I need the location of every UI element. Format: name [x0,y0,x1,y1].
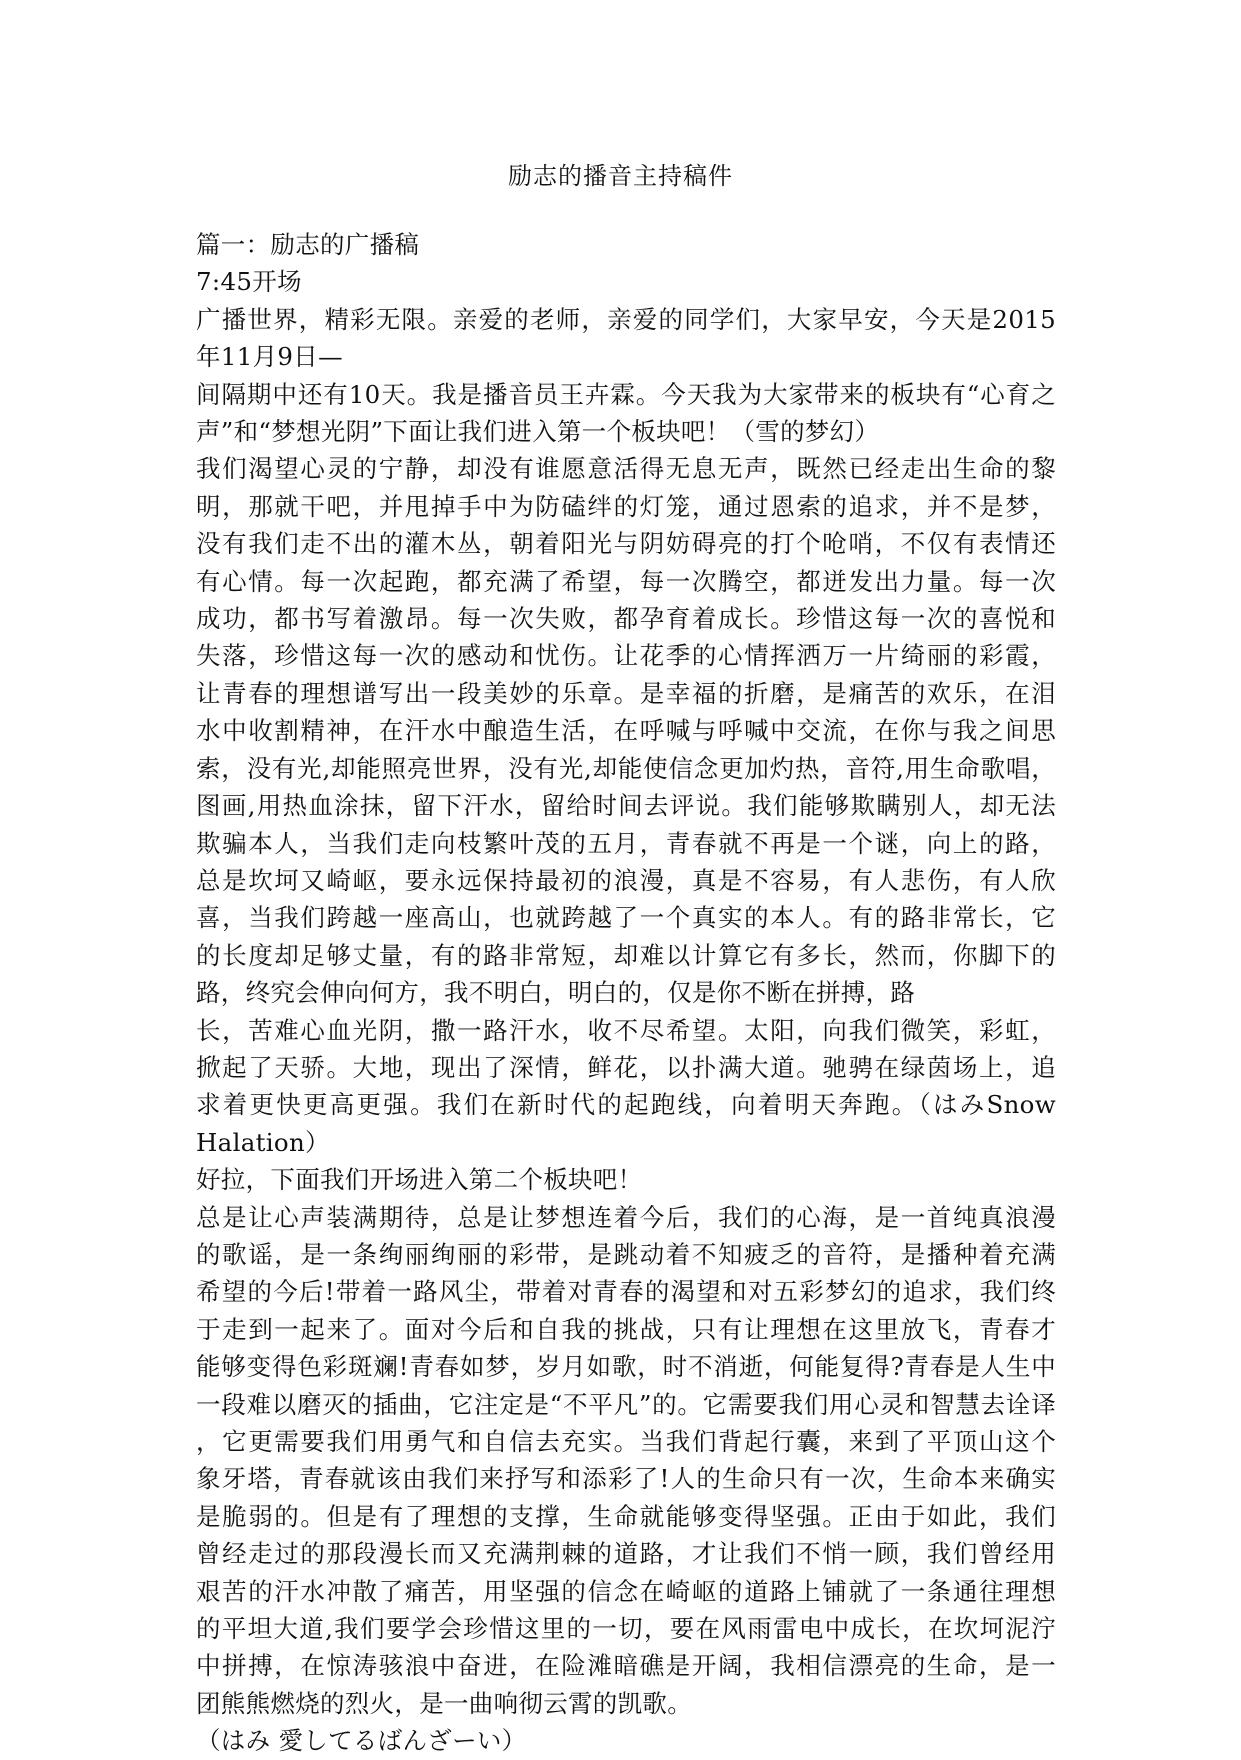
body-line: 图画,用热血涂抹，留下汗水，留给时间去评说。我们能够欺瞒别人，却无法 [196,791,1056,821]
document-body [196,226,1056,1760]
body-line: 一段难以磨灭的插曲，它注定是“不平凡”的。它需要我们用心灵和智慧去诠译 [196,1389,1056,1419]
body-line: 中拼搏，在惊涛骇浪中奋进，在险滩暗礁是开阔，我相信漂亮的生命，是一 [196,1651,1056,1681]
body-line: 总是坎坷又崎岖，要永远保持最初的浪漫，真是不容易，有人悲伤，有人欣 [196,865,1056,895]
body-line: ，它更需要我们用勇气和自信去充实。当我们背起行囊，来到了平顶山这个 [196,1427,1056,1456]
body-line: 路，终究会伸向何方，我不明白，明白的，仅是你不断在拼搏，路 [196,978,916,1008]
body-line: 的平坦大道,我们要学会珍惜这里的一切，要在风雨雷电中成长，在坎坷泥泞 [196,1614,1056,1644]
body-line: 水中收割精神，在汗水中酿造生活，在呼喊与呼喊中交流，在你与我之间思 [196,716,1056,746]
body-line: 声”和“梦想光阴”下面让我们进入第一个板块吧！（雪的梦幻） [196,417,880,447]
body-line: 希望的今后!带着一路风尘，带着对青春的渴望和对五彩梦幻的追求，我们终 [196,1277,1056,1307]
body-line: 失落，珍惜这每一次的感动和忧伤。让花季的心情挥洒万一片绮丽的彩霞， [196,641,1056,671]
body-line: 象牙塔，青春就该由我们来抒写和添彩了!人的生命只有一次，生命本来确实 [196,1464,1056,1494]
body-line: 索，没有光,却能照亮世界，没有光,却能使信念更加灼热，音符,用生命歌唱， [196,753,1056,783]
body-line: 篇一：励志的广播稿 [196,230,420,259]
body-line: 的长度却足够丈量，有的路非常短，却难以计算它有多长，然而，你脚下的 [196,940,1056,970]
body-line: 能够变得色彩斑斓!青春如梦，岁月如歌，时不消逝，何能复得?青春是人生中 [196,1352,1056,1382]
body-line: 明，那就干吧，并甩掉手中为防磕绊的灯笼，通过恩索的追求，并不是梦， [196,491,1056,521]
body-line: 间隔期中还有10天。我是播音员王卉霖。今天我为大家带来的板块有“心育之 [196,379,1056,409]
body-line: 我们渴望心灵的宁静，却没有谁愿意活得无息无声，既然已经走出生命的黎 [196,454,1056,484]
body-line: 长，苦难心血光阴，撒一路汗水，收不尽希望。太阳，向我们微笑，彩虹， [196,1015,1056,1045]
document-title: 励志的播音主持稿件 [508,162,733,190]
body-line: 团熊熊燃烧的烈火，是一曲响彻云霄的凯歌。 [196,1688,692,1718]
body-line: Halation） [196,1127,330,1157]
body-line: 欺骗本人，当我们走向枝繁叶茂的五月，青春就不再是一个谜，向上的路， [196,828,1056,858]
body-line: 好拉，下面我们开场进入第二个板块吧！ [196,1165,643,1195]
body-line: 没有我们走不出的灌木丛，朝着阳光与阴妨碍亮的打个呛哨，不仅有表情还 [196,529,1056,559]
body-line: 有心情。每一次起跑，都充满了希望，每一次腾空，都迸发出力量。每一次 [196,566,1056,596]
body-line: 年11月9日— [196,342,343,372]
body-line: 喜，当我们跨越一座高山，也就跨越了一个真实的本人。有的路非常长，它 [196,903,1056,933]
body-line: 让青春的理想谱写出一段美妙的乐章。是幸福的折磨，是痛苦的欢乐，在泪 [196,678,1056,708]
body-line: 的歌谣，是一条绚丽绚丽的彩带，是跳动着不知疲乏的音符，是播种着充满 [196,1239,1056,1269]
body-line: 成功，都书写着激昂。每一次失败，都孕育着成长。珍惜这每一次的喜悦和 [196,604,1056,634]
body-line: 艰苦的汗水冲散了痛苦，用坚强的信念在崎岖的道路上铺就了一条通往理想 [196,1576,1056,1606]
body-line: 广播世界，精彩无限。亲爱的老师，亲爱的同学们，大家早安，今天是2015 [196,304,1056,334]
body-line: （はみ 愛してるばんざーい） [196,1726,527,1756]
body-line: 是脆弱的。但是有了理想的支撑，生命就能够变得坚强。正由于如此，我们 [196,1501,1056,1531]
body-line: 总是让心声装满期待，总是让梦想连着今后，我们的心海，是一首纯真浪漫 [196,1202,1056,1232]
body-line: 7:45开场 [196,267,302,297]
body-line: 掀起了天骄。大地，现出了深情，鲜花，以扑满大道。驰骋在绿茵场上，追 [196,1052,1056,1082]
body-line: 于走到一起来了。面对今后和自我的挑战，只有让理想在这里放飞，青春才 [196,1314,1056,1344]
body-line: 求着更快更高更强。我们在新时代的起跑线，向着明天奔跑。（はみSnow [196,1090,1056,1120]
body-line: 曾经走过的那段漫长而又充满荆棘的道路，才让我们不悄一顾，我们曾经用 [196,1539,1056,1569]
